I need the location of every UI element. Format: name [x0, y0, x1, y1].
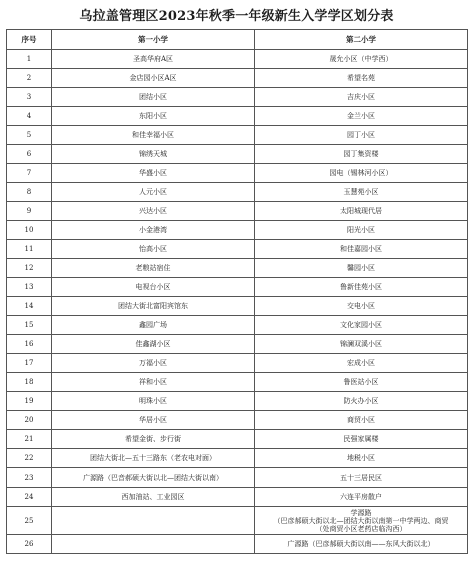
school-1-area: 团结大街北—五十三路东（老农电对面）	[52, 449, 255, 468]
school-1-area	[52, 535, 255, 554]
row-number: 10	[7, 221, 52, 240]
school-1-area: 祥和小区	[52, 373, 255, 392]
school-2-area: 太阳城现代居	[255, 202, 468, 221]
school-2-area: 馨园小区	[255, 259, 468, 278]
table-row	[7, 69, 468, 88]
school-1-area: 锦绣天城	[52, 145, 255, 164]
row-number: 13	[7, 278, 52, 297]
row-number: 22	[7, 449, 52, 468]
table-row	[7, 430, 468, 449]
row-number: 12	[7, 259, 52, 278]
row-number: 19	[7, 392, 52, 411]
school-1-area: 圣高华府A区	[52, 50, 255, 69]
school-1-area: 和佳幸福小区	[52, 126, 255, 145]
school-1-area: 佳鑫湖小区	[52, 335, 255, 354]
table-row	[7, 145, 468, 164]
school-2-area: 交电小区	[255, 297, 468, 316]
school-2-area: 六连平房散户	[255, 488, 468, 507]
school-2-area: 园丁集资楼	[255, 145, 468, 164]
school-2-area: 园丁小区	[255, 126, 468, 145]
row-number: 6	[7, 145, 52, 164]
table-row	[7, 507, 468, 535]
school-1-area: 团结大街北富阳宾馆东	[52, 297, 255, 316]
school-2-area-multiline	[255, 507, 468, 535]
table-row	[7, 88, 468, 107]
table-row	[7, 202, 468, 221]
school-1-area: 金店园小区A区	[52, 69, 255, 88]
school-1-area: 明珠小区	[52, 392, 255, 411]
row-number: 25	[7, 507, 52, 535]
school-1-area: 华居小区	[52, 411, 255, 430]
row-number: 17	[7, 354, 52, 373]
school-2-area: 园电（锡林河小区）	[255, 164, 468, 183]
table-row	[7, 411, 468, 430]
row-number: 8	[7, 183, 52, 202]
table-row	[7, 316, 468, 335]
row-number: 20	[7, 411, 52, 430]
table-row	[7, 164, 468, 183]
row-number: 18	[7, 373, 52, 392]
school-2-area: 防火办小区	[255, 392, 468, 411]
school-2-area: 和佳嘉园小区	[255, 240, 468, 259]
table-row	[7, 183, 468, 202]
row-number: 4	[7, 107, 52, 126]
school-2-area: 锦澜双溪小区	[255, 335, 468, 354]
school-2-area: 希望名苑	[255, 69, 468, 88]
school-2-area: 吉庆小区	[255, 88, 468, 107]
school-2-area: 宏成小区	[255, 354, 468, 373]
table-row	[7, 468, 468, 488]
table-row	[7, 449, 468, 468]
row-number: 1	[7, 50, 52, 69]
table-row	[7, 126, 468, 145]
school-2-area: 金兰小区	[255, 107, 468, 126]
school-1-area: 老粮站宿住	[52, 259, 255, 278]
row-number: 23	[7, 468, 52, 488]
school-2-area-line: （巴彦郝硕大街以北—团结大街以南第一中学两边、商贸	[273, 516, 449, 525]
school-1-area: 华盛小区	[52, 164, 255, 183]
table-header-row	[7, 30, 468, 50]
school-district-table	[6, 29, 468, 554]
table-row	[7, 488, 468, 507]
school-1-area: 怡高小区	[52, 240, 255, 259]
row-number: 26	[7, 535, 52, 554]
row-number: 3	[7, 88, 52, 107]
school-1-area: 广源路（巴音郝硕大街以北—团结大街以南）	[52, 468, 255, 488]
row-number: 2	[7, 69, 52, 88]
school-2-area: 鲁新佳苑小区	[255, 278, 468, 297]
header-school-2: 第二小学	[255, 30, 468, 50]
school-2-area: 晟允小区（中学西）	[255, 50, 468, 69]
school-1-area: 小金港湾	[52, 221, 255, 240]
row-number: 15	[7, 316, 52, 335]
table-row	[7, 221, 468, 240]
row-number: 7	[7, 164, 52, 183]
table-row	[7, 373, 468, 392]
school-1-area: 团结小区	[52, 88, 255, 107]
school-2-area-line: （处商贸小区老药店临沟西）	[315, 524, 407, 533]
table-row	[7, 392, 468, 411]
row-number: 5	[7, 126, 52, 145]
school-2-area: 地税小区	[255, 449, 468, 468]
table-row	[7, 240, 468, 259]
school-2-area: 文化家园小区	[255, 316, 468, 335]
header-school-1: 第一小学	[52, 30, 255, 50]
school-2-area: 民强家属楼	[255, 430, 468, 449]
school-1-area: 万福小区	[52, 354, 255, 373]
school-1-area: 东阳小区	[52, 107, 255, 126]
row-number: 14	[7, 297, 52, 316]
row-number: 11	[7, 240, 52, 259]
school-2-area-line: 学源路	[350, 508, 372, 517]
header-number: 序号	[7, 30, 52, 50]
school-1-area: 兴达小区	[52, 202, 255, 221]
table-row	[7, 107, 468, 126]
school-2-area: 阳光小区	[255, 221, 468, 240]
school-1-area: 鑫园广场	[52, 316, 255, 335]
row-number: 21	[7, 430, 52, 449]
row-number: 24	[7, 488, 52, 507]
row-number: 16	[7, 335, 52, 354]
table-row	[7, 50, 468, 69]
school-2-area: 玉慧苑小区	[255, 183, 468, 202]
school-1-area: 西加油站、工业园区	[52, 488, 255, 507]
table-row	[7, 535, 468, 554]
school-2-area: 广源路（巴彦郝硕大街以南——东风大街以北）	[255, 535, 468, 554]
school-2-area: 商贸小区	[255, 411, 468, 430]
school-2-area: 鲁医站小区	[255, 373, 468, 392]
table-row	[7, 335, 468, 354]
row-number: 9	[7, 202, 52, 221]
document-title: 乌拉盖管理区2023年秋季一年级新生入学学区划分表	[79, 9, 394, 24]
table-row	[7, 297, 468, 316]
table-row	[7, 354, 468, 373]
school-2-area: 五十三居民区	[255, 468, 468, 488]
school-1-area: 电视台小区	[52, 278, 255, 297]
school-1-area: 希望金街、步行街	[52, 430, 255, 449]
table-row	[7, 278, 468, 297]
school-1-area	[52, 507, 255, 535]
table-row	[7, 259, 468, 278]
school-1-area: 人元小区	[52, 183, 255, 202]
